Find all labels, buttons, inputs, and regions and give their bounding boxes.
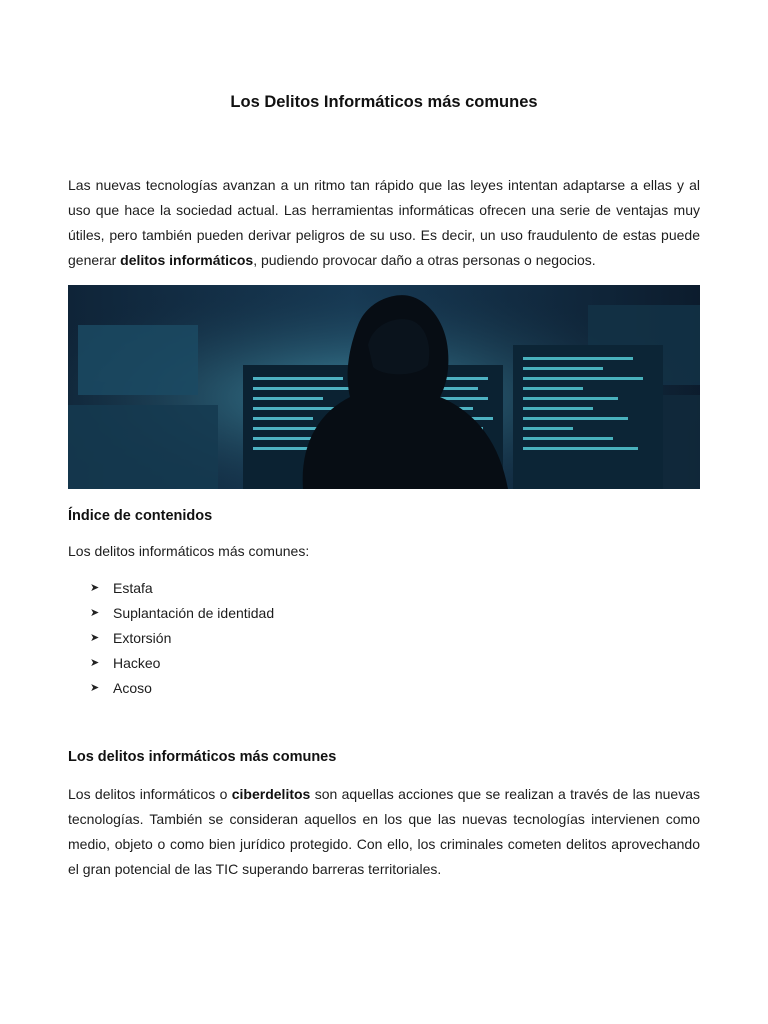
list-item [90, 675, 274, 700]
intro-text-2: , pudiendo provocar daño a otras personas o negocios. [253, 252, 596, 268]
section-text-1: Los delitos informáticos o [68, 786, 232, 802]
section-bold-term: ciberdelitos [231, 786, 311, 802]
arrowhead-bullet-icon: ➤ [90, 656, 100, 669]
toc-item-label: Estafa [113, 579, 153, 596]
section-text-2: son aquellas acciones que se realizan a través de las nuevas tecnologías. También se consideran aquellos en los que las nuevas tecnologías intervienen como medio, objeto o como bien jurídico protegido. Con ello, los criminales cometen delitos aprovechando el gran potencial de las TIC superando barreras territoriales. [68, 786, 700, 877]
intro-bold-term: delitos informáticos [120, 252, 254, 268]
toc-item-label: Extorsión [113, 629, 172, 646]
arrowhead-bullet-icon: ➤ [90, 606, 100, 619]
hacker-image [68, 285, 700, 489]
section-heading: Los delitos informáticos más comunes [68, 749, 337, 765]
toc-list [90, 575, 274, 700]
toc-item-label: Acoso [113, 679, 152, 696]
document-title: Los Delitos Informáticos más comunes [230, 93, 538, 111]
list-item [90, 600, 274, 625]
list-item [90, 575, 274, 600]
list-item [90, 625, 274, 650]
arrowhead-bullet-icon: ➤ [90, 681, 100, 694]
intro-paragraph [68, 173, 700, 273]
list-item [90, 650, 274, 675]
toc-heading: Índice de contenidos [68, 508, 213, 524]
intro-text-1: Las nuevas tecnologías avanzan a un ritmo tan rápido que las leyes intentan adaptarse a ellas y al uso que hace la sociedad actual. Las herramientas informáticas ofrecen una serie de ventajas muy útiles, pero también pueden derivar peligros de su uso. Es decir, un uso fraudulento de estas puede generar [68, 177, 700, 268]
section-paragraph [68, 782, 700, 882]
toc-item-label: Suplantación de identidad [113, 604, 275, 621]
toc-item-label: Hackeo [113, 654, 161, 671]
arrowhead-bullet-icon: ➤ [90, 581, 100, 594]
toc-lead: Los delitos informáticos más comunes: [68, 543, 310, 559]
arrowhead-bullet-icon: ➤ [90, 631, 100, 644]
